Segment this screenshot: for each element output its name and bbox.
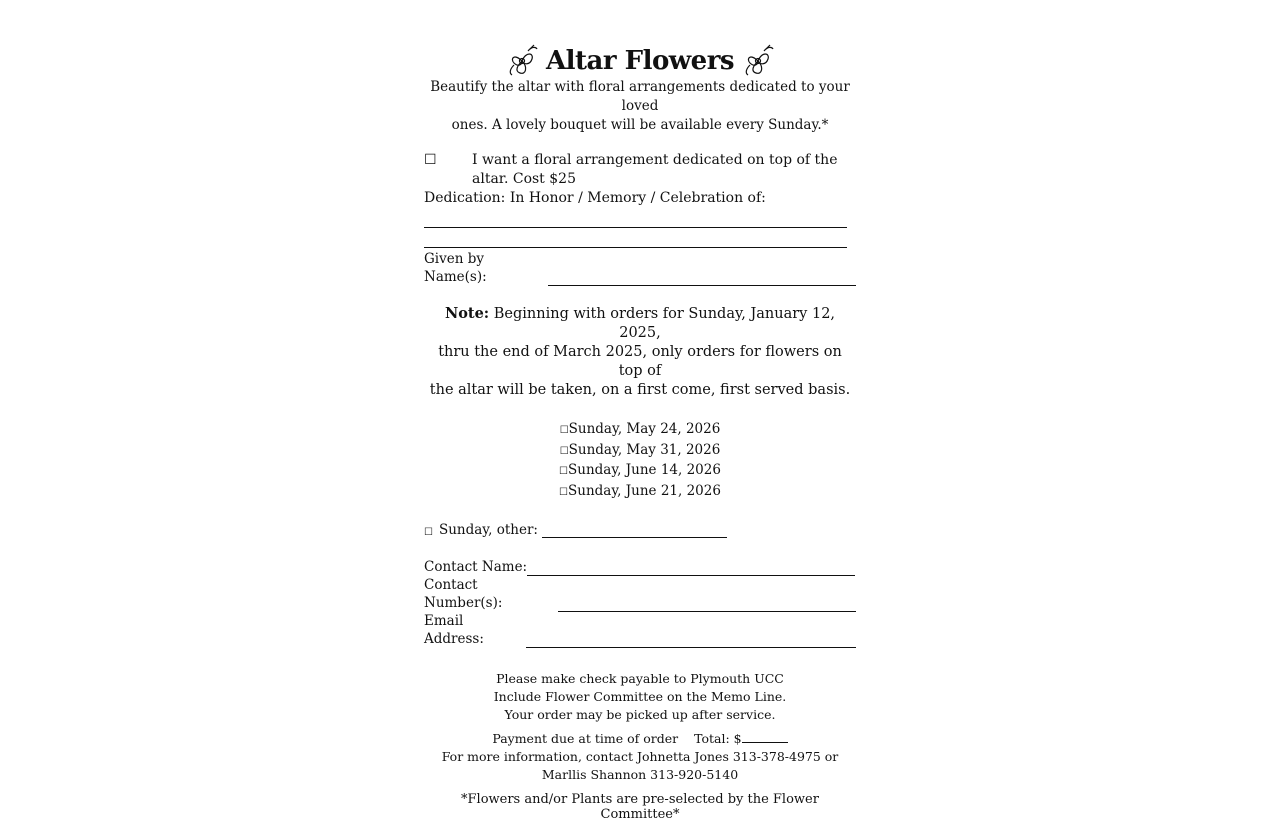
arrangement-label-line: altar. Cost $25 <box>472 171 576 187</box>
date-option[interactable] <box>424 482 856 503</box>
checkbox[interactable]: ☐ <box>559 445 569 457</box>
contact-number-input[interactable] <box>558 597 856 612</box>
dedication-line[interactable] <box>424 208 847 228</box>
flower-icon <box>740 43 776 79</box>
contact-number-field <box>424 576 856 612</box>
payment-row <box>424 730 856 748</box>
date-option[interactable] <box>424 461 856 482</box>
intro-text <box>424 78 856 135</box>
intro-line: ones. A lovely bouquet will be available every Sunday.* <box>451 117 829 133</box>
checkbox[interactable]: ☐ <box>424 527 433 539</box>
contact-name-label: Contact Name: <box>424 559 528 576</box>
total-label: Total: $ <box>694 731 742 747</box>
title-row <box>424 42 856 80</box>
note-line: Beginning with orders for Sunday, January 12, 2025, <box>493 306 836 341</box>
checkbox[interactable]: ☐ <box>559 466 568 478</box>
dedication-label: Dedication: In Honor / Memory / Celebration of: <box>424 190 766 206</box>
info-line: Marllis Shannon 313-920-5140 <box>541 767 739 783</box>
footer-instructions <box>424 670 856 724</box>
contact-name-field <box>424 558 856 576</box>
note-block <box>424 304 856 400</box>
footer-line: Please make check payable to Plymouth UCC <box>496 671 784 687</box>
contact-section <box>424 558 856 648</box>
date-option[interactable] <box>424 441 856 462</box>
given-by-label: Given by Name(s): <box>424 251 487 285</box>
email-field <box>424 612 856 648</box>
note-bold: Note: <box>444 305 490 322</box>
arrangement-label <box>472 151 837 189</box>
date-label: Sunday, June 14, 2026 <box>568 462 721 479</box>
email-input[interactable] <box>526 633 856 648</box>
contact-name-input[interactable] <box>527 561 855 576</box>
other-date-input[interactable] <box>542 523 727 538</box>
dedication-line[interactable] <box>424 228 847 248</box>
note-line: the altar will be taken, on a first come, first served basis. <box>429 382 851 398</box>
contact-number-label: Contact Number(s): <box>424 577 503 612</box>
intro-line: Beautify the altar with floral arrangements dedicated to your loved <box>430 79 850 114</box>
other-date-field <box>424 522 856 538</box>
date-label: Sunday, May 24, 2026 <box>568 421 721 437</box>
email-label: Email Address: <box>424 613 484 648</box>
arrangement-option[interactable] <box>424 151 856 189</box>
date-options <box>424 420 856 502</box>
note-line: thru the end of March 2025, only orders for flowers on top of <box>438 344 842 379</box>
checkbox[interactable]: ☐ <box>559 486 568 498</box>
checkbox[interactable]: ☐ <box>559 425 569 436</box>
page-title: Altar Flowers <box>545 46 735 76</box>
checkbox[interactable]: ☐ <box>424 152 437 168</box>
disclaimer: *Flowers and/or Plants are pre-selected by the Flower Committee* <box>461 792 819 822</box>
other-date-label: Sunday, other: <box>438 522 538 539</box>
order-form <box>424 42 856 822</box>
given-by-input[interactable] <box>548 271 856 286</box>
payment-label: Payment due at time of order <box>492 731 679 747</box>
footer-line: Your order may be picked up after service. <box>504 707 776 723</box>
contact-info <box>424 748 856 784</box>
flower-icon <box>504 43 540 79</box>
total-input[interactable] <box>742 730 788 743</box>
date-label: Sunday, June 21, 2026 <box>568 482 721 499</box>
date-label: Sunday, May 31, 2026 <box>568 441 721 458</box>
info-line: For more information, contact Johnetta Jones 313-378-4975 or <box>441 749 839 765</box>
total-field <box>694 730 788 748</box>
footer-line: Include Flower Committee on the Memo Line. <box>493 689 787 705</box>
given-by-field <box>424 250 856 286</box>
arrangement-label-line: I want a floral arrangement dedicated on top of the <box>472 152 838 168</box>
date-option[interactable] <box>424 420 856 441</box>
